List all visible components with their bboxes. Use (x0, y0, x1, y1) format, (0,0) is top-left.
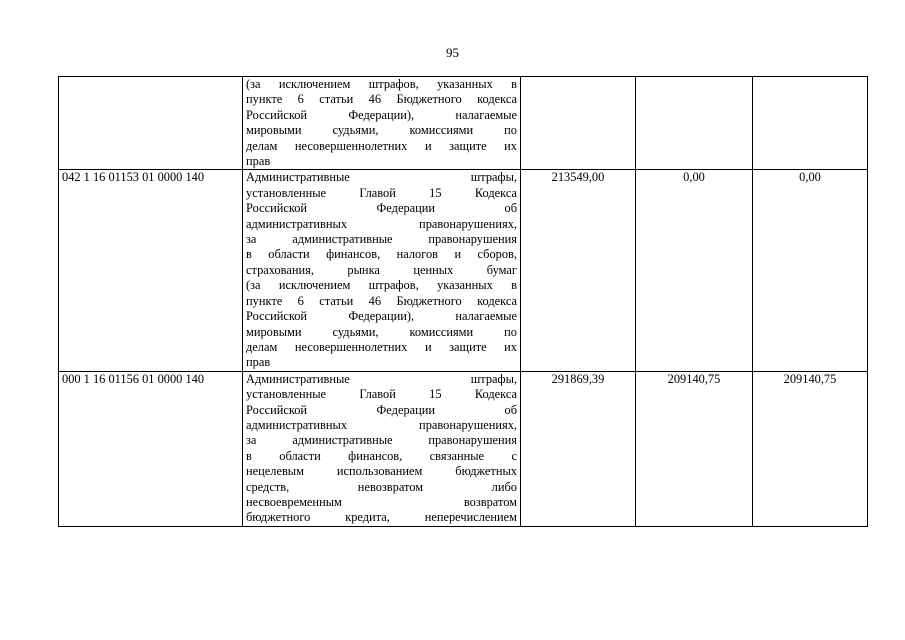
table-row (59, 170, 868, 371)
description-line: прав (246, 355, 271, 370)
description-line: в области финансов, связанные с (246, 448, 517, 463)
description-line: административных правонарушениях, (246, 216, 517, 231)
description-line: прав (246, 154, 271, 169)
description-line: (за исключением штрафов, указанных в (246, 77, 517, 91)
description-line: Российской Федерации), налагаемые (246, 309, 517, 324)
description-line: несвоевременным возвратом (246, 494, 517, 509)
description-line: административных правонарушениях, (246, 417, 517, 432)
value-cell-2 (636, 77, 753, 170)
description-line: делам несовершеннолетних и защите их (246, 339, 517, 354)
budget-code-cell: 042 1 16 01153 01 0000 140 (59, 170, 243, 371)
description-line: Российской Федерации об (246, 201, 517, 216)
description-line: Российской Федерации), налагаемые (246, 107, 517, 122)
description-line: нецелевым использованием бюджетных (246, 464, 517, 479)
description-line: мировыми судьями, комиссиями по (246, 123, 517, 138)
value-cell-3: 0,00 (753, 170, 868, 371)
budget-code-cell (59, 77, 243, 170)
description-line: страхования, рынка ценных бумаг (246, 262, 517, 277)
description-line: за административные правонарушения (246, 232, 517, 247)
description-cell (243, 170, 521, 371)
page-number: 95 (446, 45, 459, 60)
description-line: бюджетного кредита, неперечислением (246, 510, 517, 525)
description-line: (за исключением штрафов, указанных в (246, 278, 517, 293)
description-line: установленные Главой 15 Кодекса (246, 387, 517, 402)
table-row (59, 371, 868, 526)
value-cell-1 (521, 77, 636, 170)
description-line: за административные правонарушения (246, 433, 517, 448)
description-cell (243, 77, 521, 170)
description-line: установленные Главой 15 Кодекса (246, 185, 517, 200)
description-line: Российской Федерации об (246, 402, 517, 417)
value-cell-1: 213549,00 (521, 170, 636, 371)
description-line: Административные штрафы, (246, 371, 517, 386)
description-line: Административные штрафы, (246, 170, 517, 185)
description-line: в области финансов, налогов и сборов, (246, 247, 517, 262)
description-line: пункте 6 статьи 46 Бюджетного кодекса (246, 92, 517, 107)
value-cell-2: 0,00 (636, 170, 753, 371)
value-cell-3 (753, 77, 868, 170)
budget-code-cell: 000 1 16 01156 01 0000 140 (59, 371, 243, 526)
description-line: делам несовершеннолетних и защите их (246, 138, 517, 153)
description-line: пункте 6 статьи 46 Бюджетного кодекса (246, 293, 517, 308)
budget-table (58, 76, 868, 527)
table-row (59, 77, 868, 170)
value-cell-1: 291869,39 (521, 371, 636, 526)
value-cell-2: 209140,75 (636, 371, 753, 526)
description-line: средств, невозвратом либо (246, 479, 517, 494)
description-cell (243, 371, 521, 526)
description-line: мировыми судьями, комиссиями по (246, 324, 517, 339)
value-cell-3: 209140,75 (753, 371, 868, 526)
